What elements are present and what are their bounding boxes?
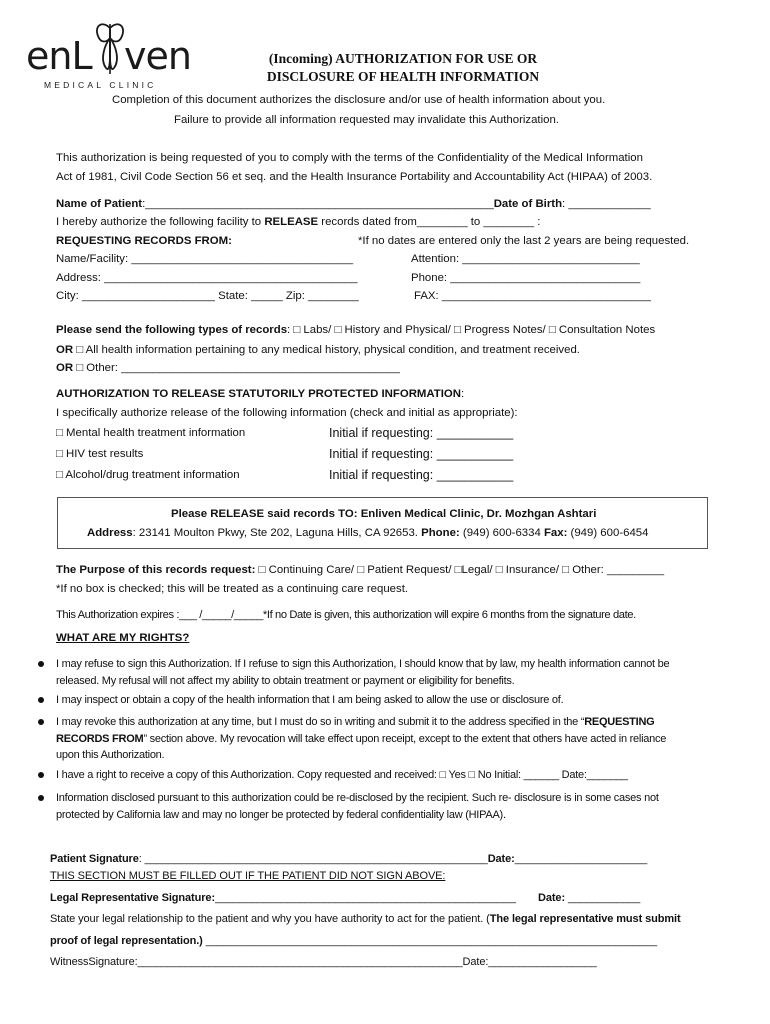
legal-rep-signature-field[interactable]: __________________________________________________ xyxy=(215,892,516,904)
right-revoke-text-1: I may revoke this authorization at any time, but I must do so in writing and submit it to the address specified in the “ xyxy=(56,716,585,728)
title-line-2: DISCLOSURE OF HEALTH INFORMATION xyxy=(266,69,540,84)
statutory-heading xyxy=(56,388,464,400)
authorize-line xyxy=(56,216,540,228)
right-revoke-text-2: ” section above. My revocation will take effect upon receipt, except to the extent that others have acted in reliance xyxy=(143,732,667,745)
record-types-row xyxy=(56,324,655,336)
right-inspect: I may inspect or obtain a copy of the health information that I am being asked to allow the use or disclosure of. xyxy=(56,694,564,706)
hiv-test-initial[interactable]: Initial if requesting: ___________ xyxy=(329,447,514,461)
phone-field[interactable]: Phone: ______________________________ xyxy=(411,272,641,284)
requesting-records-label xyxy=(56,235,232,247)
rights-heading-text: WHAT ARE MY RIGHTS? xyxy=(56,632,190,644)
or-label: OR xyxy=(56,344,74,356)
patient-name-field[interactable]: :_______________________________________________________ xyxy=(142,198,494,210)
intro-line-1: Completion of this document authorizes the disclosure and/or use of health information about you. xyxy=(112,94,606,106)
release-to-line xyxy=(171,508,596,520)
right-redisclosure-line-1: Information disclosed pursuant to this authorization could be re-disclosed by the recipient. Such re- disclosure is in some cases not xyxy=(56,792,659,804)
release-word: RELEASE xyxy=(264,216,319,228)
intro-paragraph-2: Act of 1981, Civil Code Section 56 et seq. and the Health Insurance Portability and Accountability Act (HIPAA) of 2003. xyxy=(56,171,653,183)
dob-field[interactable]: : _____________ xyxy=(562,198,651,210)
rights-heading xyxy=(56,632,189,644)
purpose-note: *If no box is checked; this will be treated as a continuing care request. xyxy=(56,583,409,595)
relationship-bold: The legal representative must submit xyxy=(489,913,681,925)
proof-label: proof of legal representation.) xyxy=(50,935,203,947)
clinic-address-value: : 23141 Moulton Pkwy, Ste 202, Laguna Hills, CA 92653. xyxy=(132,527,422,539)
dob-label: Date of Birth xyxy=(493,198,563,210)
hiv-test-option[interactable]: □ HIV test results xyxy=(56,448,144,460)
legal-rep-date-row xyxy=(538,892,640,904)
address-field[interactable]: Address: ________________________________________ xyxy=(56,272,358,284)
right-revoke-line-1 xyxy=(56,714,732,731)
name-facility-field[interactable]: Name/Facility: ___________________________________ xyxy=(56,253,354,265)
release-to-text: Please RELEASE said records TO: Enliven Medical Clinic, Dr. Mozhgan Ashtari xyxy=(171,508,597,520)
right-revoke-bold-2: RECORDS FROM xyxy=(56,732,144,745)
fax-field[interactable]: FAX: _________________________________ xyxy=(414,290,651,302)
logo-subtitle: MEDICAL CLINIC xyxy=(44,80,157,90)
other-records-option[interactable]: □ Other: ____________________________________________ xyxy=(73,362,400,374)
requesting-label-text: REQUESTING RECORDS FROM: xyxy=(56,235,232,247)
legal-rep-signature-row xyxy=(50,892,516,904)
or-label-2: OR xyxy=(56,362,74,374)
purpose-row xyxy=(56,564,664,576)
clinic-address-label: Address xyxy=(87,527,133,539)
right-copy[interactable]: I have a right to receive a copy of this Authorization. Copy requested and received: □ Yes □ No Initial: ______ Date:_______ xyxy=(56,769,628,781)
intro-line-2: Failure to provide all information requested may invalidate this Authorization. xyxy=(174,114,559,126)
bullet-icon xyxy=(38,719,44,725)
patient-signature-field[interactable]: : _________________________________________________________ xyxy=(138,853,488,865)
patient-signature-row xyxy=(50,853,647,865)
legal-rep-date-label: Date: xyxy=(538,892,566,904)
all-health-info-option[interactable]: □ All health information pertaining to any medical history, physical condition, and treatment received. xyxy=(73,344,580,356)
logo-name-right: ven xyxy=(124,34,191,78)
proof-row xyxy=(50,935,657,947)
patient-date-label: Date: xyxy=(487,853,515,865)
patient-name-row xyxy=(56,198,651,210)
intro-paragraph-1: This authorization is being requested of you to comply with the terms of the Confidentiality of the Medical Information xyxy=(56,152,643,164)
witness-signature-field[interactable]: WitnessSignature:______________________________________________________Date:__________________ xyxy=(50,956,597,968)
legal-rep-signature-label: Legal Representative Signature: xyxy=(50,892,216,904)
purpose-options[interactable]: □ Continuing Care/ □ Patient Request/ □Legal/ □ Insurance/ □ Other: _________ xyxy=(255,564,665,576)
patient-name-label: Name of Patient xyxy=(56,198,143,210)
right-refuse xyxy=(56,656,732,689)
relationship-row xyxy=(50,913,681,925)
no-dates-note: *If no dates are entered only the last 2 years are being requested. xyxy=(358,235,690,247)
expiration-line[interactable]: This Authorization expires :___ /_____/_____*If no Date is given, this authorization will expire 6 months from the signature date. xyxy=(56,609,636,621)
bullet-icon xyxy=(38,772,44,778)
clinic-phone-value: (949) 600-6334 xyxy=(459,527,544,539)
right-redisclosure xyxy=(56,790,732,823)
right-refuse-line-1: I may refuse to sign this Authorization. If I refuse to sign this Authorization, I should know that by law, my health information cannot be xyxy=(56,658,670,670)
statutory-heading-colon: : xyxy=(461,388,465,400)
purpose-label: The Purpose of this records request: xyxy=(56,564,256,576)
patient-signature-label: Patient Signature xyxy=(50,853,139,865)
page-title xyxy=(230,50,576,86)
record-types-options[interactable]: : □ Labs/ □ History and Physical/ □ Progress Notes/ □ Consultation Notes xyxy=(287,324,656,336)
bullet-icon xyxy=(38,661,44,667)
bullet-icon xyxy=(38,795,44,801)
logo-name-left: enL xyxy=(26,34,92,78)
release-to-box xyxy=(57,497,708,549)
relationship-text: State your legal relationship to the patient and why you have authority to act for the patient. ( xyxy=(50,913,490,925)
legal-rep-notice: THIS SECTION MUST BE FILLED OUT IF THE PATIENT DID NOT SIGN ABOVE: xyxy=(50,870,446,882)
right-redisclosure-line-2: protected by California law and may no longer be protected by federal confidentiality law (HIPAA). xyxy=(56,808,506,821)
mental-health-initial[interactable]: Initial if requesting: ___________ xyxy=(329,426,514,440)
clinic-contact-line xyxy=(87,527,648,539)
all-health-info-row xyxy=(56,344,580,356)
alcohol-drug-initial[interactable]: Initial if requesting: ___________ xyxy=(329,468,514,482)
alcohol-drug-option[interactable]: □ Alcohol/drug treatment information xyxy=(56,469,240,481)
right-revoke-line-2 xyxy=(56,731,732,748)
records-dates-field[interactable]: records dated from________ to ________ : xyxy=(318,216,541,228)
statutory-intro: I specifically authorize release of the following information (check and initial as appropriate): xyxy=(56,407,518,419)
clinic-fax-label: Fax: xyxy=(543,527,568,539)
right-revoke xyxy=(56,714,732,764)
title-line-1: (Incoming) AUTHORIZATION FOR USE OR xyxy=(268,51,538,66)
relationship-field[interactable]: ___________________________________________________________________________ xyxy=(202,935,658,947)
attention-field[interactable]: Attention: ____________________________ xyxy=(411,253,640,265)
mental-health-option[interactable]: □ Mental health treatment information xyxy=(56,427,246,439)
other-records-row xyxy=(56,362,400,374)
clinic-phone-label: Phone: xyxy=(421,527,460,539)
statutory-heading-text: AUTHORIZATION TO RELEASE STATUTORILY PROTECTED INFORMATION xyxy=(56,388,462,400)
record-types-label: Please send the following types of records xyxy=(56,324,288,336)
right-revoke-line-3: upon this Authorization. xyxy=(56,749,165,761)
city-state-zip-field[interactable]: City: _____________________ State: _____ Zip: ________ xyxy=(56,290,359,302)
bullet-icon xyxy=(38,697,44,703)
butterfly-icon xyxy=(92,20,128,78)
legal-rep-date-field[interactable]: ____________ xyxy=(565,892,641,904)
right-refuse-line-2: released. My refusal will not affect my ability to obtain treatment or payment or eligibility for benefits. xyxy=(56,674,515,687)
authorize-text: I hereby authorize the following facility to xyxy=(56,216,265,228)
clinic-fax-value: (949) 600-6454 xyxy=(567,527,649,539)
right-revoke-bold-1: REQUESTING xyxy=(584,716,655,728)
patient-date-field[interactable]: ______________________ xyxy=(514,853,648,865)
